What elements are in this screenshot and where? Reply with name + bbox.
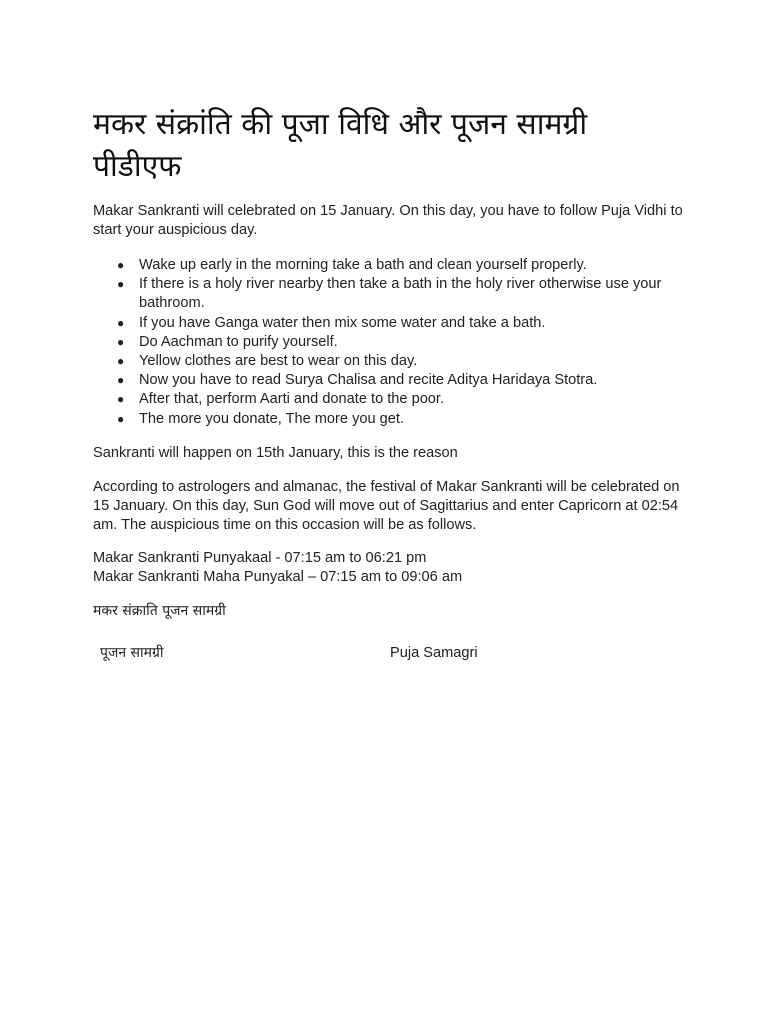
list-item bbox=[93, 410, 683, 429]
list-item bbox=[93, 275, 683, 313]
bullet-icon: ● bbox=[117, 258, 125, 272]
bullet-icon: ● bbox=[117, 315, 125, 330]
muhurat-times bbox=[93, 549, 683, 587]
list-item-text: After that, perform Aarti and donate to the poor. bbox=[139, 391, 445, 408]
bullet-icon: ● bbox=[117, 334, 125, 349]
table-header-hindi: पूजन सामग्री bbox=[100, 645, 164, 661]
punyakaal-time: Makar Sankranti Punyakaal - 07:15 am to 06:21 pm bbox=[93, 550, 427, 566]
list-item-text: Wake up early in the morning take a bath and clean yourself properly. bbox=[139, 257, 587, 273]
bullet-icon: ● bbox=[117, 392, 125, 407]
list-item bbox=[93, 371, 683, 390]
document-title: मकर संक्रांति की पूजा विधि और पूजन सामग्री पीडीएफ bbox=[93, 107, 588, 184]
astrology-paragraph: According to astrologers and almanac, the festival of Makar Sankranti will be celebrated on 15 January. On this day, Sun God will move out of Sagittarius and enter Capricorn at 02:54 am. The auspicious time on this occasion will be as follows. bbox=[93, 479, 680, 534]
list-item bbox=[93, 390, 683, 409]
samagri-table-header bbox=[93, 643, 693, 665]
maha-punyakal-time: Makar Sankranti Maha Punyakal – 07:15 am to 09:06 am bbox=[93, 569, 463, 586]
list-item-text: Do Aachman to purify yourself. bbox=[139, 333, 338, 350]
puja-vidhi-list bbox=[93, 256, 683, 429]
list-item-text: If there is a holy river nearby then take a bath in the holy river otherwise use your bathroom. bbox=[139, 276, 662, 312]
list-item bbox=[93, 314, 683, 333]
bullet-icon: ● bbox=[117, 411, 125, 426]
table-header-english: Puja Samagri bbox=[390, 645, 478, 661]
samagri-heading: मकर संक्राति पूजन सामग्री bbox=[93, 603, 226, 619]
list-item-text: The more you donate, The more you get. bbox=[139, 410, 405, 427]
bullet-icon: ● bbox=[117, 354, 125, 369]
list-item-text: If you have Ganga water then mix some water and take a bath. bbox=[139, 314, 546, 331]
list-item-text: Yellow clothes are best to wear on this day. bbox=[139, 353, 418, 370]
bullet-icon: ● bbox=[117, 373, 125, 388]
list-item bbox=[93, 333, 683, 352]
list-item bbox=[93, 352, 683, 371]
reason-line: Sankranti will happen on 15th January, this is the reason bbox=[93, 445, 458, 461]
bullet-icon: ● bbox=[117, 277, 125, 292]
intro-paragraph: Makar Sankranti will celebrated on 15 January. On this day, you have to follow Puja Vidhi to start your auspicious day. bbox=[93, 203, 683, 239]
list-item bbox=[93, 256, 683, 275]
list-item-text: Now you have to read Surya Chalisa and recite Aditya Haridaya Stotra. bbox=[139, 372, 598, 389]
